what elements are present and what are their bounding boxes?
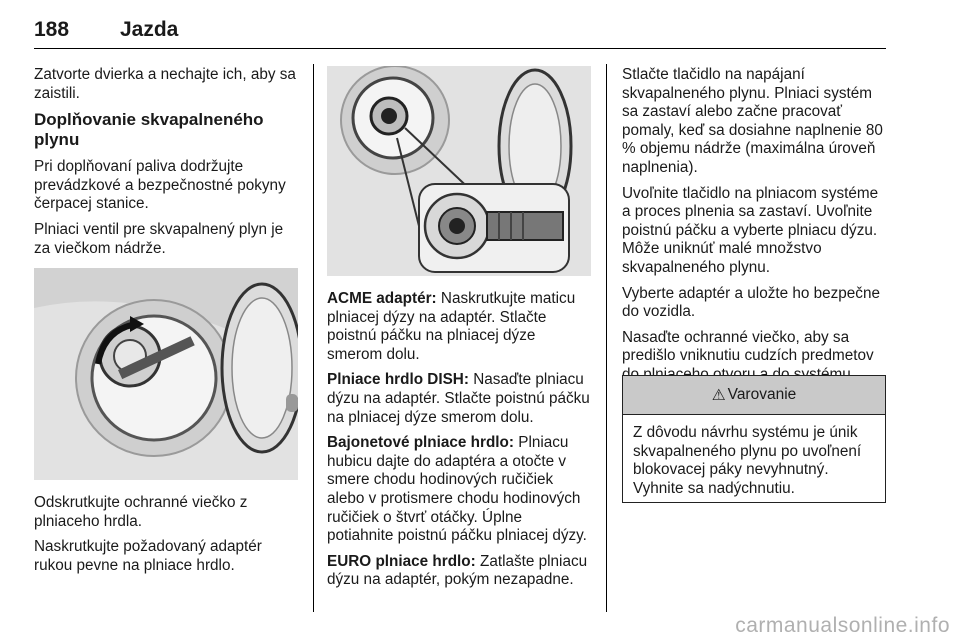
paragraph-press-button: Stlačte tlačidlo na napájaní skvapalneného plynu. Plniaci systém sa zastaví alebo začne pracovať pomaly, keď sa dosiahne naplnenie 80 % objemu nádrže (maximálna úroveň naplnenia). — [622, 66, 883, 176]
paragraph-close-door: Zatvorte dvierka a nechajte ich, aby sa zaistili. — [34, 66, 296, 102]
header-rule — [34, 48, 886, 49]
figure-filler-cap — [34, 268, 298, 480]
paragraph-dish — [327, 371, 591, 427]
text-dish: Nasaďte plniacu dýzu na adaptér. Stlačte poistnú páčku na plniacej dýze smerom dolu. — [327, 371, 590, 426]
page-header — [34, 10, 886, 50]
page-number: 188 — [34, 18, 70, 41]
warning-icon: ⚠ — [711, 386, 726, 404]
warning-box — [622, 375, 886, 503]
column-divider-2 — [606, 64, 607, 612]
paragraph-fit-cap: Nasaďte ochranné viečko, aby sa predišlo vniknutiu cudzích predmetov — [622, 328, 874, 365]
term-bayonet: Bajonetové plniace hrdlo: — [327, 434, 514, 452]
term-dish: Plniace hrdlo DISH: — [327, 371, 469, 389]
column-1-top — [34, 66, 302, 265]
text-acme: Naskrutkujte maticu plniacej dýzy na adaptér. Stlačte poistnú páčku na plniacej dýze smerom dolu. — [327, 290, 576, 363]
paragraph-unscrew-cap: Odskrutkujte ochranné viečko z plniaceho hrdla. — [34, 494, 248, 530]
text-euro: Zatlašte plniacu dýzu na adaptér, pokým nezapadne. — [327, 552, 588, 589]
term-euro: EURO plniace hrdlo: — [327, 552, 476, 570]
paragraph-release-button: Uvoľnite tlačidlo na plniacom systéme a proces plnenia sa zastaví. Uvoľnite poistnú páčku a vyberte plniacu dýzu. Môže uniknúť malé množstvo skvapalneného plynu. — [622, 184, 879, 276]
adapter-illustration — [327, 66, 591, 276]
column-2-text — [327, 290, 591, 597]
paragraph-bayonet — [327, 434, 591, 546]
paragraph-remove-adapter: Vyberte adaptér a uložte ho bezpečne do vozidla. — [622, 284, 880, 321]
column-1-bottom — [34, 494, 302, 582]
paragraph-acme — [327, 290, 591, 364]
warning-text: Z dôvodu návrhu systému je únik skvapalneného plynu po uvoľnení blokovacej páky nevyhnutný. Vyhnite sa nadýchnutiu. — [633, 424, 862, 497]
term-acme: ACME adaptér: — [327, 290, 437, 307]
warning-title: Varovanie — [727, 386, 797, 403]
column-divider-1 — [313, 64, 314, 612]
watermark: carmanualsonline.info — [735, 614, 950, 637]
section-title: Jazda — [120, 18, 179, 41]
paragraph-filler-valve: Plniaci ventil pre skvapalnený plyn je za viečkom nádrže. — [34, 220, 284, 257]
figure-adapter — [327, 66, 591, 276]
text-bayonet: Plniacu hubicu dajte do adaptéra a otočte v smere chodu hodinových ručičiek alebo v protismere chodu hodinových ručičiek o štvrť otáčky. Úplne potiahnite poistnú páčku plniacej dýzy. — [327, 434, 587, 545]
filler-cap-illustration — [34, 268, 298, 480]
paragraph-euro — [327, 553, 591, 590]
heading-lpg-refuelling: Doplňovanie skvapalneného plynu — [34, 110, 264, 150]
warning-header — [623, 376, 885, 415]
column-3-text — [622, 66, 888, 392]
paragraph-screw-adapter: Naskrutkujte požadovaný adaptér rukou pevne na plniace hrdlo. — [34, 538, 262, 574]
paragraph-refuel-instructions: Pri doplňovaní paliva dodržujte prevádzkové a bezpečnostné pokyny čerpacej stanice. — [34, 158, 286, 213]
